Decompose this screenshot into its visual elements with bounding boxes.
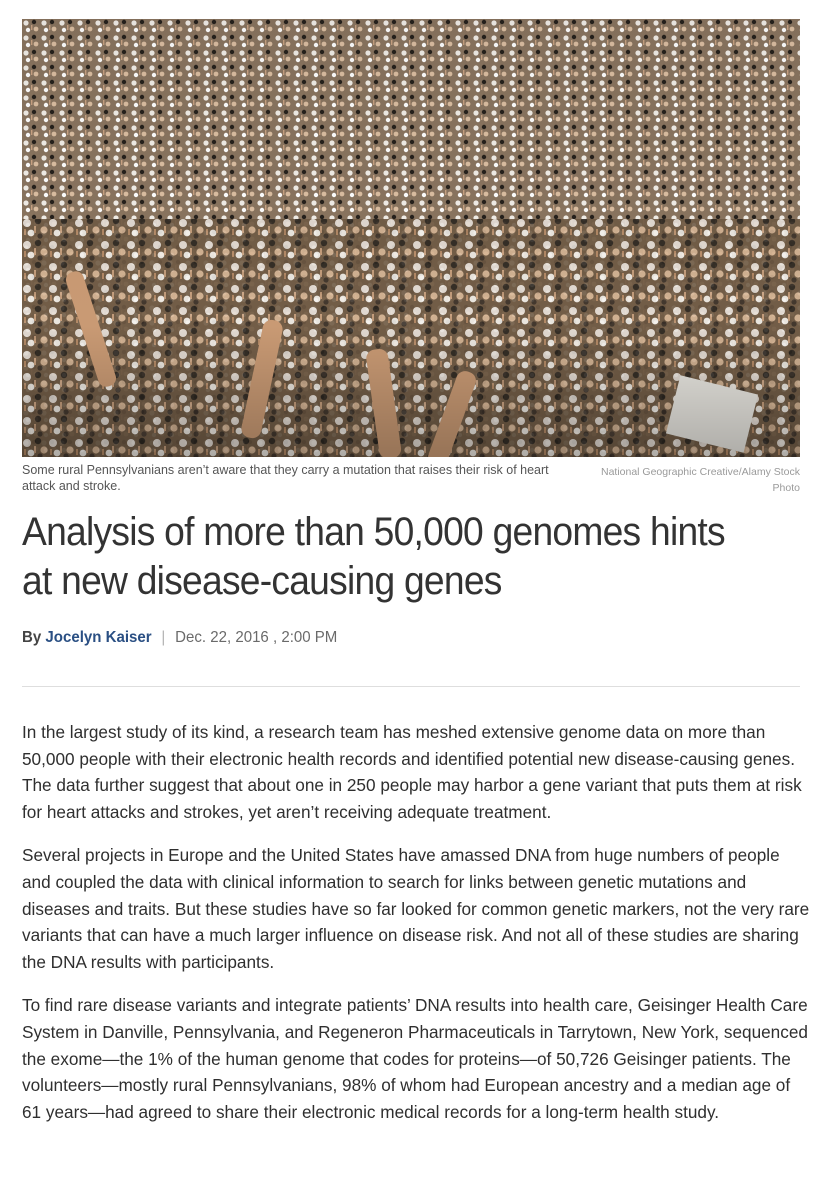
image-caption: Some rural Pennsylvanians aren’t aware that they carry a mutation that raises their risk of heart attack and stroke. — [22, 463, 549, 493]
article-body — [22, 719, 812, 1142]
image-caption-row — [22, 462, 800, 498]
article-paragraph: Several projects in Europe and the United States have amassed DNA from huge numbers of people and coupled the data with clinical information to search for links between genetic mutations and diseases and traits. But these studies have so far looked for common genetic markers, not the very rare variants that can have a much larger influence on disease risk. And not all of these studies are sharing the DNA results with participants. — [22, 845, 810, 972]
article-paragraph: In the largest study of its kind, a research team has meshed extensive genome data on more than 50,000 people with their electronic health records and identified potential new disease-causing genes. The data further suggest that about one in 250 people may harbor a gene variant that puts them at risk for heart attacks and strokes, yet aren’t receiving adequate treatment. — [22, 722, 802, 822]
image-credit: National Geographic Creative/Alamy Stock Photo — [600, 466, 800, 494]
article-headline: Analysis of more than 50,000 genomes hints at new disease-causing genes — [22, 510, 725, 603]
article-paragraph: To find rare disease variants and integrate patients’ DNA results into health care, Geisinger Health Care System in Danville, Pennsylvania, and Regeneron Pharmaceuticals in Tarrytown, New York, sequenced the exome—the 1% of the human genome that codes for proteins—of 50,726 Geisinger patients. The volunteers—mostly rural Pennsylvanians, 98% of whom had European ancestry and a median age of 61 years—had agreed to share their electronic medical records for a long-term health study. — [22, 995, 808, 1122]
hero-image — [22, 19, 800, 457]
author-link[interactable]: Jocelyn Kaiser — [45, 629, 152, 646]
publish-date: Dec. 22, 2016 , 2:00 PM — [175, 629, 338, 646]
divider — [22, 686, 800, 687]
byline-separator: | — [161, 629, 166, 646]
byline-by-label: By — [22, 629, 42, 646]
crowd-photo — [22, 19, 800, 457]
byline — [22, 627, 337, 649]
